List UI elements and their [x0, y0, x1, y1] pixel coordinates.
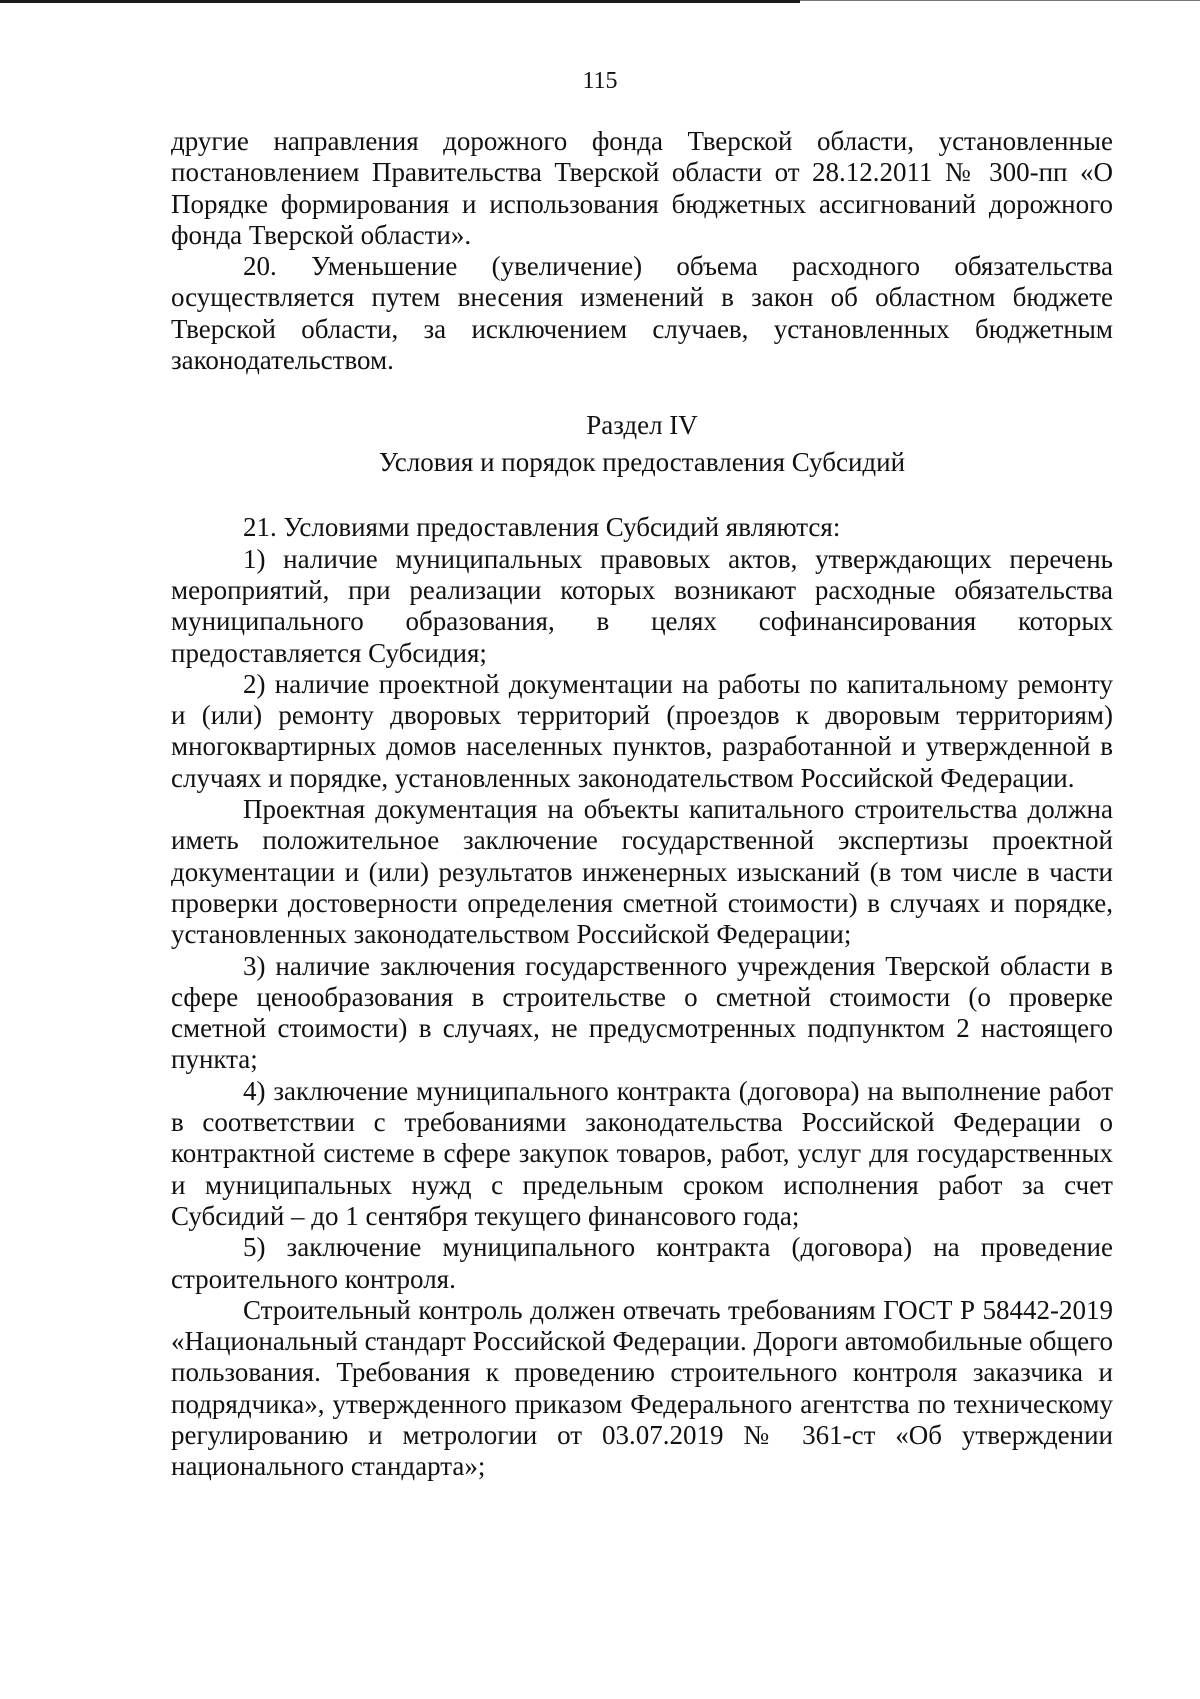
paragraph: 1) наличие муниципальных правовых актов, утверждающих перечень мероприятий, при реализации которых возникают расходные обязательства муниципального образования, в целях софинансирования которых предоставляется Субсидия;: [171, 543, 1113, 668]
paragraph: Проектная документация на объекты капитального строительства должна иметь положительное заключение государственной экспертизы проектной документации и (или) результатов инженерных изысканий (в том числе в части проверки достоверности определения сметной стоимости) в случаях и порядке, установленных законодательством Российской Федерации;: [171, 794, 1113, 950]
scan-edge-line-right: [800, 0, 1200, 1]
paragraph: Строительный контроль должен отвечать требованиям ГОСТ Р 58442-2019 «Национальный стандарт Российской Федерации. Дороги автомобильные общего пользования. Требования к проведению строительного контроля заказчика и подрядчика», утвержденного приказом Федерального агентства по техническому регулированию и метрологии от 03.07.2019 № 361-ст «Об утверждении национального стандарта»;: [171, 1294, 1113, 1482]
section-title: Условия и порядок предоставления Субсидий: [378, 447, 906, 478]
paragraph: другие направления дорожного фонда Тверской области, установленные постановлением Правительства Тверской области от 28.12.2011 № 300-пп «О Порядке формирования и использования бюджетных ассигнований дорожного фонда Тверской области».: [171, 126, 1113, 250]
section-heading: [171, 407, 1113, 481]
paragraph: 21. Условиями предоставления Субсидий являются:: [243, 512, 841, 543]
page-number: 115: [582, 68, 618, 94]
paragraph: 20. Уменьшение (увеличение) объема расходного обязательства осуществляется путем внесения изменений в закон об областном бюджете Тверской области, за исключением случаев, установленных бюджетным законодательством.: [171, 251, 1113, 376]
paragraph: 5) заключение муниципального контракта (договора) на проведение строительного контроля.: [171, 1232, 1113, 1294]
paragraph: 3) наличие заключения государственного учреждения Тверской области в сфере ценообразования в строительстве о сметной стоимости (о проверке сметной стоимости) в случаях, не предусмотренных подпунктом 2 настоящего пункта;: [171, 950, 1113, 1075]
paragraph: 4) заключение муниципального контракта (договора) на выполнение работ в соответствии с требованиями законодательства Российской Федерации о контрактной системе в сфере закупок товаров, работ, услуг для государственных и муниципальных нужд с предельным сроком исполнения работ за счет Субсидий – до 1 сентября текущего финансового года;: [171, 1075, 1113, 1231]
section-label: Раздел IV: [586, 410, 698, 441]
scan-edge-line: [0, 0, 800, 3]
paragraph: 2) наличие проектной документации на работы по капитальному ремонту и (или) ремонту дворовых территорий (проездов к дворовым территориям) многоквартирных домов населенных пунктов, разработанной и утвержденной в случаях и порядке, установленных законодательством Российской Федерации.: [171, 668, 1113, 793]
document-body: [171, 126, 1113, 1483]
